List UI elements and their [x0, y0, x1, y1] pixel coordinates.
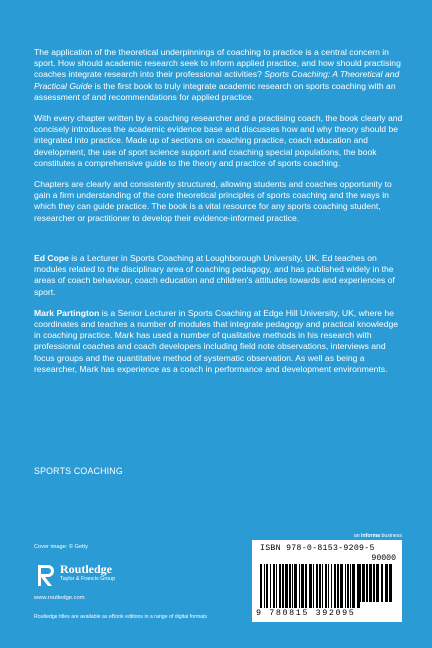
- barcode-bar: [313, 564, 314, 608]
- barcode-bar: [337, 564, 339, 608]
- blurb-p1-text2: is the first book to truly integrate academic research on sports coaching with an assessment of and recommendations for applied practice.: [34, 80, 396, 102]
- barcode-bar: [309, 564, 312, 608]
- informa-suffix: business: [380, 533, 402, 539]
- barcode-bar: [376, 564, 379, 602]
- barcode-bar: [282, 564, 284, 608]
- informa-business-label: [354, 533, 402, 539]
- barcode-box: [252, 540, 402, 622]
- barcode-bar: [360, 564, 361, 602]
- barcode-bar: [289, 564, 291, 608]
- barcode-bar: [328, 564, 329, 608]
- publisher-group: Taylor & Francis Group: [60, 576, 116, 582]
- barcode-bar: [331, 564, 332, 608]
- barcode-bar: [385, 564, 388, 602]
- author-1-name: Ed Cope: [34, 253, 69, 263]
- publisher-logo: [34, 563, 115, 587]
- series-label: SPORTS COACHING: [34, 466, 123, 476]
- barcode-bar: [273, 564, 275, 608]
- book-title: Sports Coaching: A Theoretical and Practical Guide: [34, 69, 400, 91]
- barcode-bar: [260, 564, 262, 608]
- barcode-bar: [373, 564, 375, 602]
- author-2-text: is a Senior Lecturer in Sports Coaching at Edge Hill University, UK, where he coordinates and teaches a number of modules that integrate pedagogy and practical knowledge in coaching practice. Mark has used a number of qualitative methods in his research with professional coaches and coach developers including field note observations, interviews and focus groups and the quantitative method of systematic observation. As well as being a researcher, Mark has experience as a coach in performance and development environments.: [34, 307, 399, 374]
- barcode-bar: [276, 564, 277, 608]
- routledge-logo-icon: [34, 563, 56, 587]
- barcode-bar: [322, 564, 323, 608]
- barcode-bar: [266, 564, 268, 608]
- blurb-p1-text: The application of the theoretical underpinnings of coaching to practice is a central concern in sport. How should academic research seek to inform applied practice, and how should practising coaches integrate research into their professional activities?: [34, 47, 401, 80]
- author-bios: [34, 253, 404, 385]
- ebook-note: Routledge titles are available as eBook editions in a range of digital formats: [34, 614, 208, 620]
- barcode-bar: [292, 564, 293, 608]
- blurb-paragraph-3: Chapters are clearly and consistently structured, allowing students and coaches opportunity to gain a firm understanding of the core theoretical principles of sports coaching and the ways in which they can guide practice. The book is a vital resource for any sports coaching student, researcher or practitioner to develop their evidence-informed practice.: [34, 179, 392, 223]
- barcode-bar: [319, 564, 321, 608]
- barcode-bar: [347, 564, 349, 608]
- author-bio-2: [34, 308, 404, 375]
- blurb-paragraph-1: [34, 47, 404, 103]
- barcode-bar: [345, 564, 346, 608]
- barcode-bar: [264, 564, 265, 608]
- barcode-bar: [305, 564, 307, 608]
- barcode-digits: 9 780815 392095: [256, 608, 356, 618]
- barcode-bar: [294, 564, 297, 608]
- price-code: 90000: [371, 554, 396, 563]
- author-2-name: Mark Partington: [34, 307, 100, 318]
- barcode-bar: [369, 564, 372, 602]
- barcode-bar: [381, 564, 383, 602]
- barcode-bar: [270, 564, 271, 608]
- author-bio-1: [34, 253, 404, 298]
- barcode-bar: [366, 564, 368, 602]
- barcode-bar: [389, 564, 392, 602]
- informa-prefix: an: [353, 533, 362, 539]
- blurb-paragraph-2: With every chapter written by a coaching researcher and a practising coach, the book clearly and concisely introduces the academic evidence base and discusses how and why theory should be integrated into practice. Made up of sections on coaching practice, coach education and development, the use of sport science support and coaching special populations, the book constitutes a comprehensive guide to the theory and practice of sports coaching.: [34, 113, 403, 168]
- informa-brand: informa: [361, 533, 381, 539]
- barcode-bar: [316, 564, 318, 608]
- barcode-bar: [340, 564, 343, 608]
- author-1-text: is a Lecturer in Sports Coaching at Loughborough University, UK. Ed teaches on modules related to the disciplinary area of coaching pedagogy, and has published widely in the areas of coach behaviour, coach education and children's attitudes towards and experiences of sport.: [34, 253, 395, 297]
- barcode-bar: [299, 564, 300, 608]
- barcode-addon-bars: [360, 564, 394, 602]
- logo-text: [60, 563, 115, 583]
- publisher-website[interactable]: www.routledge.com: [34, 595, 85, 601]
- barcode-bar: [334, 564, 336, 608]
- cover-credit: Cover image: © Getty: [34, 544, 88, 550]
- barcode-bar: [285, 564, 288, 608]
- barcode-bar: [350, 564, 351, 608]
- back-cover-blurb: [34, 47, 404, 224]
- barcode-bar: [325, 564, 327, 608]
- publisher-name: Routledge: [60, 562, 112, 576]
- barcode-bars: [260, 564, 360, 608]
- barcode-bar: [301, 564, 304, 608]
- barcode-bar: [362, 564, 365, 602]
- isbn-text: ISBN 978-0-8153-9209-5: [260, 544, 375, 553]
- barcode-bar: [352, 564, 355, 608]
- barcode-bar: [279, 564, 281, 608]
